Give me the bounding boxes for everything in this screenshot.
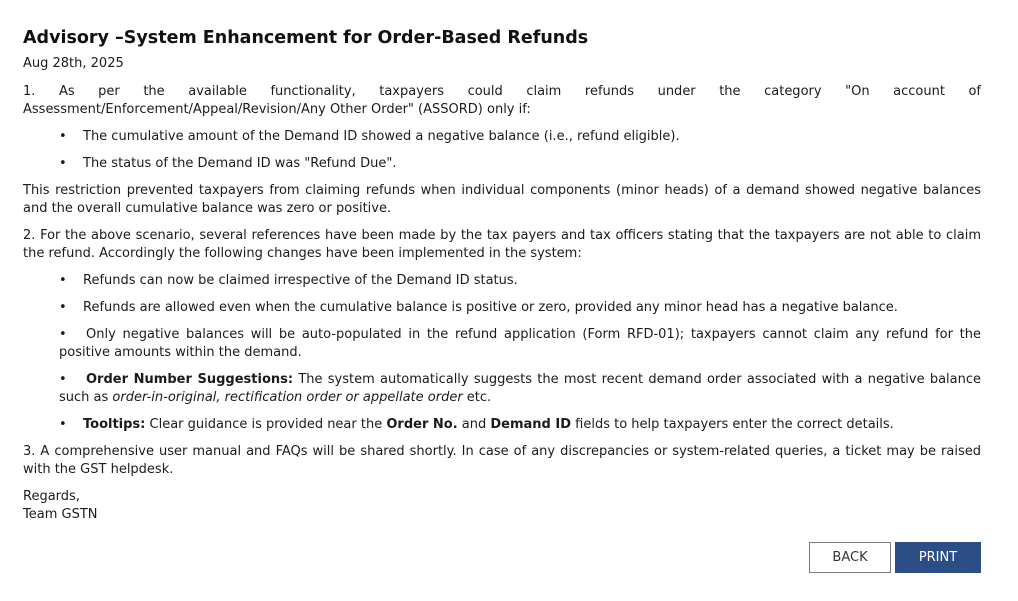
paragraph-1: 1. As per the available functionality, taxpayers could claim refunds under the category "On account of Assessment/Enforcement/Appeal/Revision/Any Other Order" (ASSORD) only if: bbox=[23, 84, 981, 117]
list-item-tooltips: • Tooltips: Clear guidance is provided near the Order No. and Demand ID fields to help taxpayers enter the correct details. bbox=[59, 417, 894, 432]
print-button[interactable]: PRINT bbox=[895, 542, 981, 573]
paragraph-2: 2. For the above scenario, several references have been made by the tax payers and tax officers stating that the taxpayers are not able to claim the refund. Accordingly the following changes have been implemented in the system: bbox=[23, 228, 981, 261]
page-title: Advisory –System Enhancement for Order-Based Refunds bbox=[23, 28, 589, 48]
list-item: • Refunds can now be claimed irrespective of the Demand ID status. bbox=[59, 273, 518, 288]
back-button[interactable]: BACK bbox=[809, 542, 891, 573]
tooltips-label: Tooltips: bbox=[83, 417, 146, 432]
eligibility-list bbox=[23, 128, 981, 173]
restriction-paragraph: This restriction prevented taxpayers from claiming refunds when individual components (minor heads) of a demand showed negative balances and the overall cumulative balance was zero or positive. bbox=[23, 183, 981, 216]
paragraph-3: 3. A comprehensive user manual and FAQs will be shared shortly. In case of any discrepancies or system-related queries, a ticket may be raised with the GST helpdesk. bbox=[23, 444, 981, 477]
signature: Team GSTN bbox=[23, 507, 98, 522]
advisory-date: Aug 28th, 2025 bbox=[23, 56, 124, 71]
list-item-order-suggestions: • Order Number Suggestions: The system automatically suggests the most recent demand order associated with a negative balance such as order-in-original, rectification order or appellate order etc. bbox=[59, 372, 981, 405]
list-item: • Refunds are allowed even when the cumulative balance is positive or zero, provided any minor head has a negative balance. bbox=[59, 300, 898, 315]
list-item: • Only negative balances will be auto-populated in the refund application (Form RFD-01); taxpayers cannot claim any refund for the positive amounts within the demand. bbox=[59, 327, 981, 360]
list-item: • The cumulative amount of the Demand ID showed a negative balance (i.e., refund eligible). bbox=[59, 129, 680, 144]
list-item: • The status of the Demand ID was "Refund Due". bbox=[59, 156, 397, 171]
regards: Regards, bbox=[23, 489, 80, 504]
changes-list bbox=[23, 272, 981, 434]
advisory-content bbox=[23, 26, 981, 524]
order-suggestions-label: Order Number Suggestions: bbox=[86, 372, 294, 387]
